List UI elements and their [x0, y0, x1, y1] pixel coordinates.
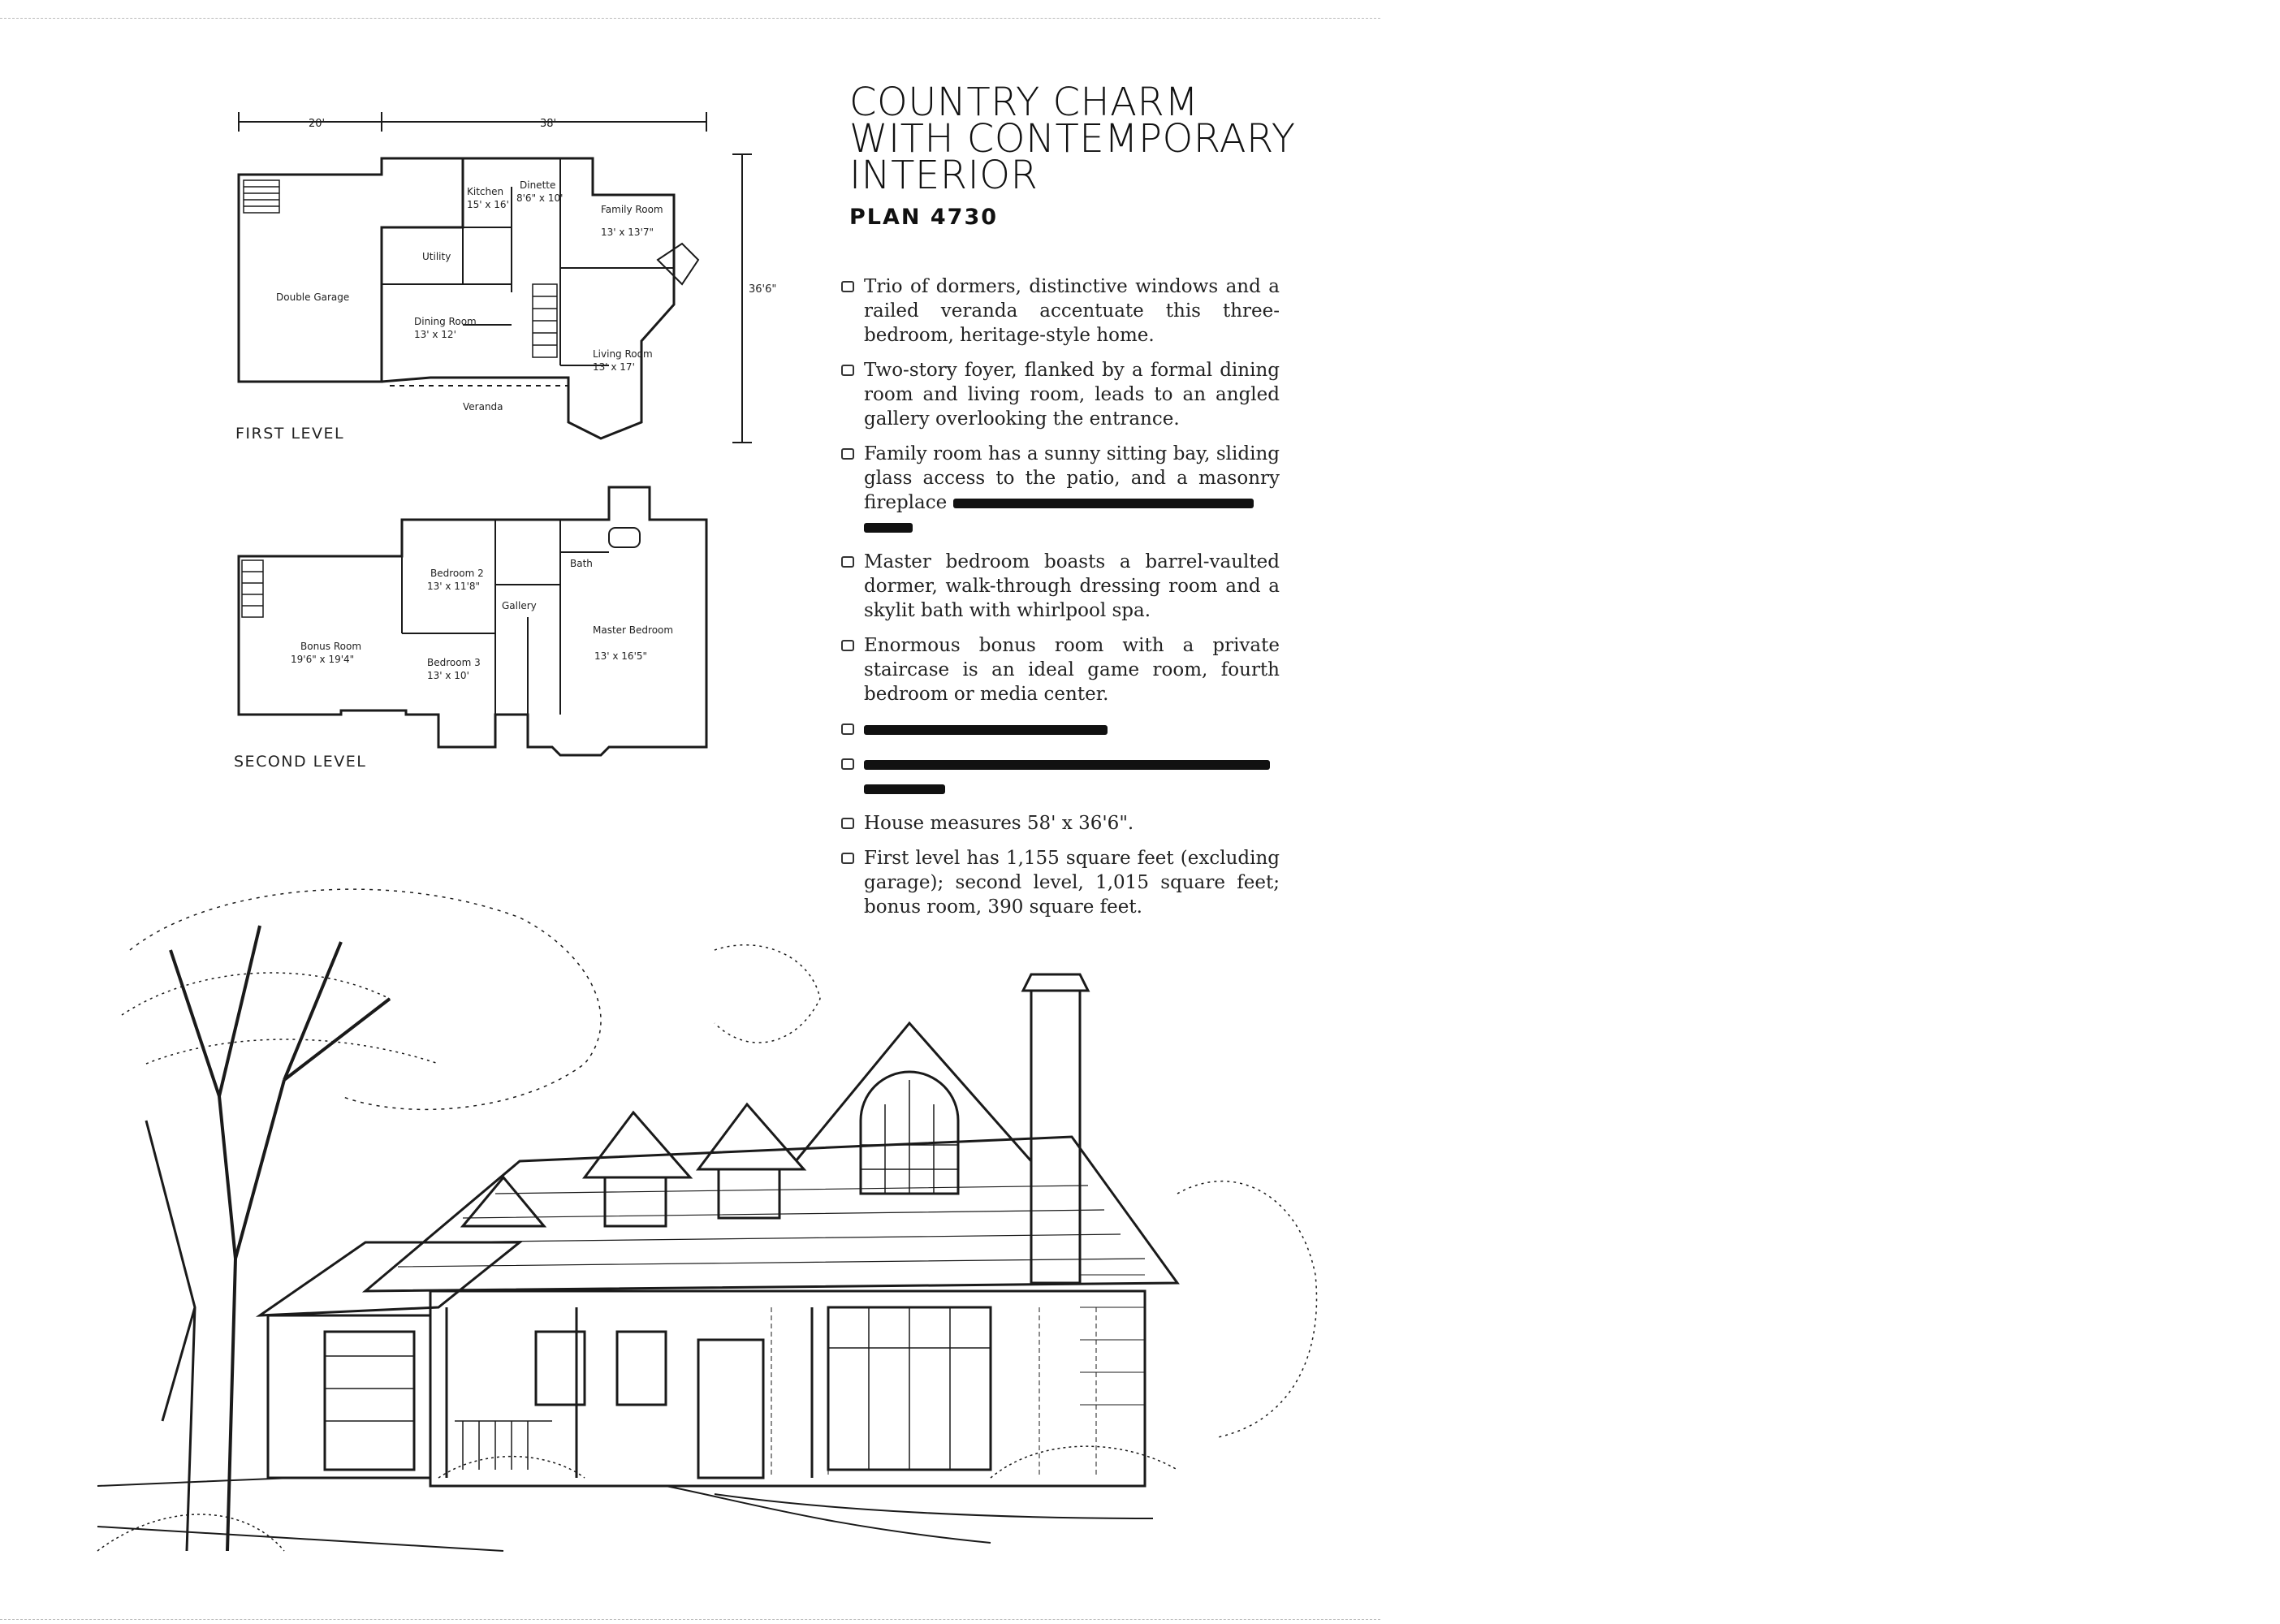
master-label: Master Bedroom [593, 624, 674, 636]
siding-lines [1080, 1275, 1145, 1405]
window-mid [617, 1332, 666, 1405]
first-level-walls [239, 158, 463, 382]
second-level-interior [402, 520, 609, 715]
living-size: 13' x 17' [593, 361, 635, 373]
feature-item [841, 633, 1280, 706]
utility-label: Utility [422, 251, 451, 262]
redaction-mark [864, 784, 945, 794]
checkbox-bullet-icon [841, 723, 854, 735]
checkbox-bullet-icon [841, 758, 854, 770]
dim-right-label: 38' [540, 118, 557, 130]
dim-left-label: 20' [309, 118, 326, 130]
tree-right [715, 945, 1317, 1437]
front-door [698, 1340, 763, 1478]
veranda-label: Veranda [463, 401, 503, 412]
redaction-mark [953, 499, 1254, 508]
family-size: 13' x 13'7" [601, 227, 654, 238]
feature-text: First level has 1,155 square feet (excluding garage); second level, 1,015 square feet; bonus room, 390 square feet. [864, 848, 1280, 918]
scan-edge-top [0, 18, 1380, 19]
tree-left [122, 889, 601, 1551]
walkway [666, 1486, 1153, 1543]
bedroom2-size: 13' x 11'8" [427, 581, 481, 592]
plan-number: PLAN 4730 [849, 205, 999, 230]
feature-text: Trio of dormers, distinctive windows and a railed veranda accentuate this three-bedroom, heritage-style home. [864, 276, 1280, 346]
master-size: 13' x 16'5" [594, 650, 648, 662]
fireplace [658, 244, 698, 284]
gallery-label: Gallery [502, 600, 537, 611]
feature-item [841, 811, 1280, 836]
driveway [97, 1478, 503, 1551]
feature-text: Master bedroom boasts a barrel-vaulted dormer, walk-through dressing room and a skylit bath with whirlpool spa. [864, 551, 1280, 621]
second-level-walls [239, 487, 706, 755]
garage-wall [268, 1315, 430, 1478]
bedroom3-label: Bedroom 3 [427, 657, 481, 668]
feature-text: Family room has a sunny sitting bay, sliding glass access to the patio, and a masonry fireplace [864, 443, 1280, 513]
feature-item [841, 274, 1280, 348]
kitchen-label: Kitchen [467, 186, 504, 197]
garage-stair [244, 180, 279, 213]
dormer-left [585, 1112, 690, 1226]
feature-item [841, 358, 1280, 431]
title-line-1: COUNTRY CHARM [849, 80, 1199, 125]
bay-window-mullions [828, 1307, 991, 1470]
feature-item-redacted [841, 752, 1280, 801]
garage-label: Double Garage [276, 292, 350, 303]
dining-size: 13' x 12' [414, 329, 456, 340]
checkbox-bullet-icon [841, 556, 854, 568]
garage-door [325, 1332, 414, 1470]
first-level-label: FIRST LEVEL [235, 425, 345, 443]
living-label: Living Room [593, 348, 653, 360]
foyer-stair [533, 284, 557, 357]
title-line-2: WITH CONTEMPORARY [849, 116, 1296, 162]
bonus-size: 19'6" x 19'4" [291, 654, 355, 665]
dormer-mid [698, 1104, 804, 1218]
scan-edge-bottom [0, 1619, 1380, 1620]
floor-plans [219, 97, 777, 796]
feature-text: Two-story foyer, flanked by a formal dining room and living room, leads to an angled gallery overlooking the entrance. [864, 360, 1280, 430]
bath-label: Bath [570, 558, 593, 569]
redaction-mark [864, 523, 913, 533]
chimney-cap [1023, 974, 1088, 991]
feature-item-redacted [841, 717, 1280, 741]
arched-window-grid [861, 1080, 958, 1194]
bedroom3-size: 13' x 10' [427, 670, 469, 681]
kitchen-size: 15' x 16' [467, 199, 509, 210]
page-title [849, 80, 1304, 198]
brick-hatching [771, 1307, 1096, 1478]
feature-text: Enormous bonus room with a private staircase is an ideal game room, fourth bedroom or media center. [864, 635, 1280, 705]
garage-roof [260, 1242, 520, 1315]
title-line-3: INTERIOR [849, 153, 1039, 198]
dining-label: Dining Room [414, 316, 477, 327]
feature-list [841, 274, 1280, 930]
checkbox-bullet-icon [841, 365, 854, 376]
redaction-mark [864, 725, 1108, 735]
bonus-stair [242, 560, 263, 617]
house-illustration [97, 853, 1332, 1567]
redaction-mark [864, 760, 1270, 770]
family-label: Family Room [601, 204, 663, 215]
checkbox-bullet-icon [841, 281, 854, 292]
feature-item [841, 550, 1280, 623]
bedroom2-label: Bedroom 2 [430, 568, 484, 579]
checkbox-bullet-icon [841, 818, 854, 829]
dormer-small [463, 1177, 544, 1226]
front-wall [430, 1291, 1145, 1486]
checkbox-bullet-icon [841, 640, 854, 651]
feature-text: House measures 58' x 36'6". [864, 813, 1134, 834]
dim-depth-label: 36'6" [749, 283, 777, 296]
whirlpool-tub [609, 528, 640, 547]
house-body [260, 974, 1177, 1486]
feature-item [841, 442, 1280, 539]
garage-door-panels [325, 1356, 414, 1421]
dinette-label: Dinette [520, 179, 556, 191]
second-level-plan [239, 487, 706, 755]
shrubs [97, 1446, 1177, 1551]
second-level-label: SECOND LEVEL [234, 753, 367, 771]
dinette-size: 8'6" x 10' [516, 192, 564, 204]
bonus-label: Bonus Room [300, 641, 362, 652]
checkbox-bullet-icon [841, 448, 854, 460]
first-level-plan [239, 112, 776, 443]
